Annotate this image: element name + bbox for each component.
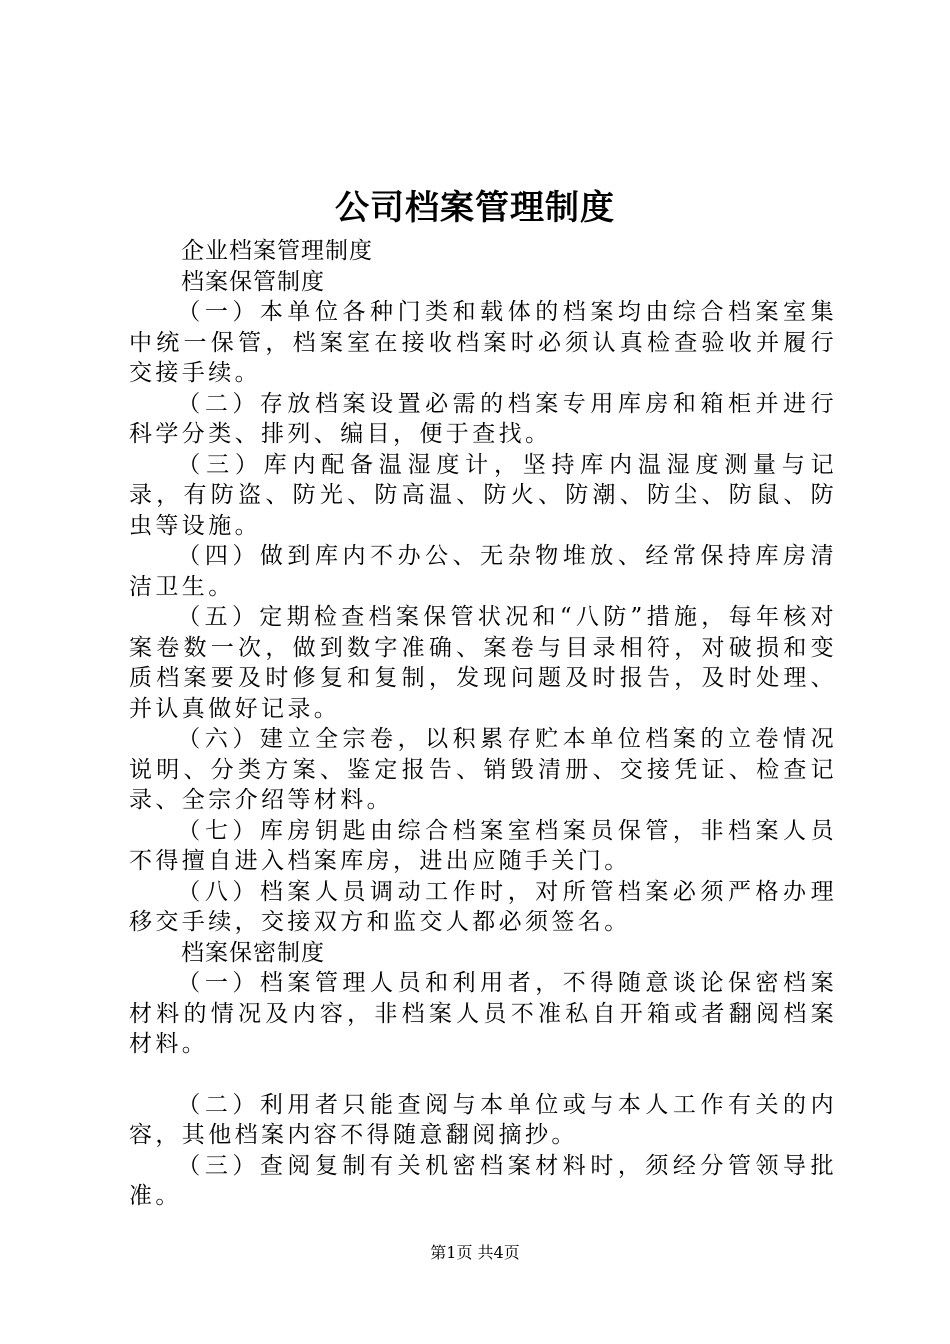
confidentiality-item-1: （一）档案管理人员和利用者，不得随意谈论保密档案材料的情况及内容，非档案人员不准私自开箱或者翻阅档案材料。 — [129, 970, 837, 1057]
document-body — [129, 236, 837, 1212]
storage-item-1: （一）本单位各种门类和载体的档案均由综合档案室集中统一保管，档案室在接收档案时必须认真检查验收并履行交接手续。 — [129, 299, 837, 386]
confidentiality-item-3: （三）查阅复制有关机密档案材料时，须经分管领导批准。 — [129, 1152, 837, 1209]
section-heading-confidentiality: 档案保密制度 — [181, 939, 325, 966]
storage-item-4: （四）做到库内不办公、无杂物堆放、经常保持库房清洁卫生。 — [129, 543, 837, 600]
section-heading-storage: 档案保管制度 — [181, 268, 325, 295]
storage-item-8: （八）档案人员调动工作时，对所管档案必须严格办理移交手续，交接双方和监交人都必须签名。 — [129, 878, 837, 935]
page-number-footer: 第1页 共4页 — [430, 1243, 520, 1262]
storage-item-5: （五）定期检查档案保管状况和“八防”措施，每年核对案卷数一次，做到数字准确、案卷与目录相符，对破损和变质档案要及时修复和复制，发现问题及时报告，及时处理、并认真做好记录。 — [129, 604, 837, 722]
confidentiality-item-2: （二）利用者只能查阅与本单位或与本人工作有关的内容，其他档案内容不得随意翻阅摘抄。 — [129, 1091, 837, 1148]
storage-item-6: （六）建立全宗卷，以积累存贮本单位档案的立卷情况说明、分类方案、鉴定报告、销毁清册、交接凭证、检查记录、全宗介绍等材料。 — [129, 726, 837, 813]
document-subtitle: 企业档案管理制度 — [181, 238, 373, 264]
document-title: 公司档案管理制度 — [335, 188, 615, 228]
storage-item-3: （三）库内配备温湿度计，坚持库内温湿度测量与记录，有防盗、防光、防高温、防火、防潮、防尘、防鼠、防虫等设施。 — [129, 451, 837, 539]
paragraph-spacer — [129, 1060, 837, 1090]
storage-item-7: （七）库房钥匙由综合档案室档案员保管，非档案人员不得擅自进入档案库房，进出应随手关门。 — [129, 817, 837, 874]
storage-item-2: （二）存放档案设置必需的档案专用库房和箱柜并进行科学分类、排列、编目，便于查找。 — [129, 390, 837, 447]
